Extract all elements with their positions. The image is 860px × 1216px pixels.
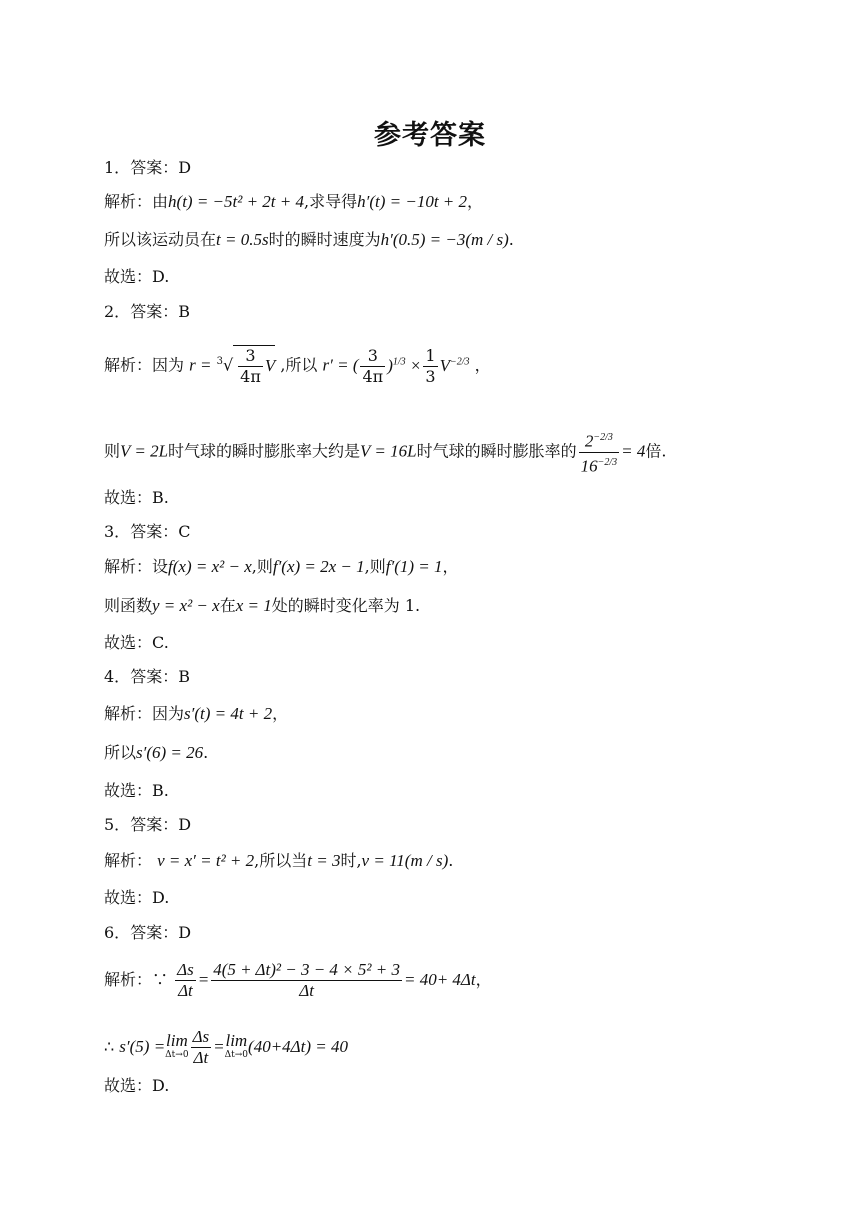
answer-value: D bbox=[178, 158, 192, 177]
formula: h(t) = −5t² + 2t + 4 bbox=[168, 192, 305, 211]
choose-line-5: 故选：D. bbox=[104, 888, 170, 907]
answer-line-4: 4．答案：B bbox=[104, 667, 190, 686]
analysis-line-4b: 所以s′(6) = 26. bbox=[104, 743, 209, 762]
answer-line-2: 2．答案：B bbox=[104, 302, 190, 321]
analysis-line-6a: 解析：∵ $\frac{\Delta s}{\Delta t}$ = $\frac{\text{4(5 + Δt)² − 3 − 4 × 5² + 3}}{\Delta t}$ = 40+ 4Δt， bbox=[104, 960, 492, 1000]
answer-label: 答案： bbox=[130, 158, 179, 177]
choose-line-6: 故选：D. bbox=[104, 1076, 170, 1095]
analysis-line-6b: ∴ s′(5) =lim Δt→0 $\frac{\Delta s}{\Delta t}$ =lim Δt→0 (40+4Δt) = 40 bbox=[104, 1027, 348, 1067]
analysis-line-3b: 则函数y = x² − x在x = 1处的瞬时变化率为 1. bbox=[104, 596, 421, 615]
answer-line-6: 6．答案：D bbox=[104, 923, 192, 942]
choose-line-1: 故选：D. bbox=[104, 267, 170, 286]
formula: t = 0.5s bbox=[216, 230, 269, 249]
analysis-line-2b: 则V = 2L时气球的瞬时膨胀率大约是V = 16L时气球的瞬时膨胀率的 $\frac{2^{-2/3}}{16^{-2/3}}$ = 4倍. bbox=[104, 428, 666, 476]
cube-root: $^3$√ $\frac{3}{4\pi}$ V bbox=[216, 346, 276, 386]
choose-line-3: 故选：C. bbox=[104, 633, 169, 652]
analysis-line-3a: 解析：设f(x) = x² − x,则f′(x) = 2x − 1,则f′(1) = 1， bbox=[104, 557, 459, 576]
formula-r-prime: r′ = ( bbox=[322, 355, 359, 375]
answer-line-1 bbox=[104, 157, 191, 179]
analysis-line-2a: 解析：因为 r = $^3$√ $\frac{3}{4\pi}$ V ,所以 r′ = ( $\frac{3}{4\pi}$ )$^{1/3}$ × $\frac{1}{3}$ $V^{-2/3}$ ， bbox=[104, 345, 491, 386]
choose-label: 故选： bbox=[104, 267, 153, 286]
analysis-line-5a: 解析： v = x′ = t² + 2,所以当t = 3时,v = 11(m / s). bbox=[104, 851, 454, 870]
ratio-fraction: $\frac{2^{-2/3}}{16^{-2/3}}$ bbox=[579, 428, 620, 476]
analysis-line-4a: 解析：因为s′(t) = 4t + 2， bbox=[104, 704, 289, 723]
choose-line-4: 故选：B. bbox=[104, 781, 169, 800]
question-number: 1． bbox=[104, 158, 131, 177]
answer-line-3: 3．答案：C bbox=[104, 522, 191, 541]
formula-r: r = bbox=[189, 355, 212, 375]
choose-line-2: 故选：B. bbox=[104, 488, 169, 507]
analysis-line-1a: 解析：由h(t) = −5t² + 2t + 4,求导得h′(t) = −10t + 2， bbox=[104, 192, 484, 211]
page-title: 参考答案 bbox=[374, 120, 486, 151]
formula: h′(t) = −10t + 2 bbox=[357, 192, 468, 211]
answer-line-5: 5．答案：D bbox=[104, 815, 192, 834]
analysis-label: 解析： bbox=[104, 192, 153, 211]
analysis-line-1b: 所以该运动员在t = 0.5s时的瞬时速度为h′(0.5) = −3(m / s). bbox=[104, 230, 514, 249]
formula: h′(0.5) = −3(m / s) bbox=[380, 230, 509, 249]
